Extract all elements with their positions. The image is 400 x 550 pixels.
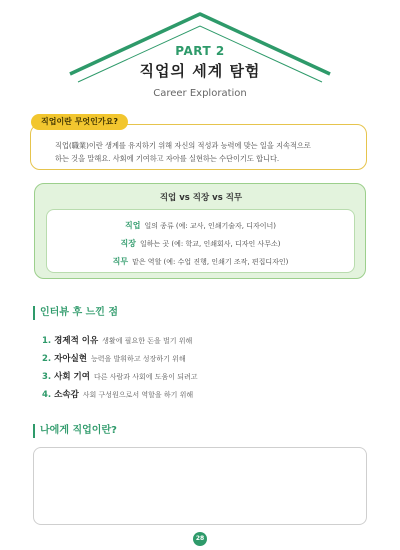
definition-box xyxy=(30,124,367,170)
reflection-heading: 나에게 직업이란? xyxy=(33,424,117,438)
list-item xyxy=(42,332,362,350)
point-number: 2. xyxy=(42,354,52,364)
comparison-row xyxy=(47,235,354,253)
list-item xyxy=(42,350,362,368)
point-desc: 다른 사람과 사회에 도움이 되려고 xyxy=(93,373,198,381)
point-desc: 능력을 발휘하고 성장하기 위해 xyxy=(91,355,186,363)
point-number: 4. xyxy=(42,390,52,400)
comparison-row xyxy=(47,253,354,271)
point-number: 1. xyxy=(42,336,52,346)
comparison-row xyxy=(47,217,354,235)
comparison-box xyxy=(34,183,366,279)
point-desc: 생활에 필요한 돈을 벌기 위해 xyxy=(102,337,193,345)
page-number: 28 xyxy=(193,532,207,546)
list-item xyxy=(42,368,362,386)
question-tag: 직업이란 무엇인가요? xyxy=(31,114,128,130)
page-title: 직업의 세계 탐험 xyxy=(139,62,261,80)
interview-points xyxy=(42,332,362,404)
comparison-title: 직업 vs 직장 vs 직무 xyxy=(159,193,243,203)
definition-line-2: 하는 것을 말해요. 사회에 기여하고 자아를 실현하는 수단이기도 합니다. xyxy=(55,154,280,163)
comparison-term: 직무 xyxy=(112,257,129,266)
list-item xyxy=(42,386,362,404)
comparison-term: 직업 xyxy=(124,221,141,230)
definition-line-1: 직업(職業)이란 생계를 유지하기 위해 자신의 적성과 능력에 맞는 일을 지속적으로 xyxy=(55,141,311,150)
point-number: 3. xyxy=(42,372,52,382)
part-label: PART 2 xyxy=(175,44,225,58)
comparison-list xyxy=(46,209,355,273)
page-subtitle: Career Exploration xyxy=(153,88,247,99)
comparison-desc: 일의 종류 (예: 교사, 인쇄기술자, 디자이너) xyxy=(144,222,277,230)
comparison-term: 직장 xyxy=(120,239,136,248)
point-key: 소속감 xyxy=(54,390,79,400)
point-key: 경제적 이유 xyxy=(54,336,99,346)
point-key: 자아실현 xyxy=(54,354,88,364)
comparison-desc: 맡은 역할 (예: 수업 진행, 인쇄기 조작, 편집디자인) xyxy=(132,258,289,266)
point-key: 사회 기여 xyxy=(54,372,90,382)
answer-box[interactable] xyxy=(33,447,367,525)
point-desc: 사회 구성원으로서 역할을 하기 위해 xyxy=(82,391,194,399)
interview-heading: 인터뷰 후 느낀 점 xyxy=(33,306,118,320)
comparison-desc: 일하는 곳 (예: 학교, 인쇄회사, 디자인 사무소) xyxy=(139,240,281,248)
